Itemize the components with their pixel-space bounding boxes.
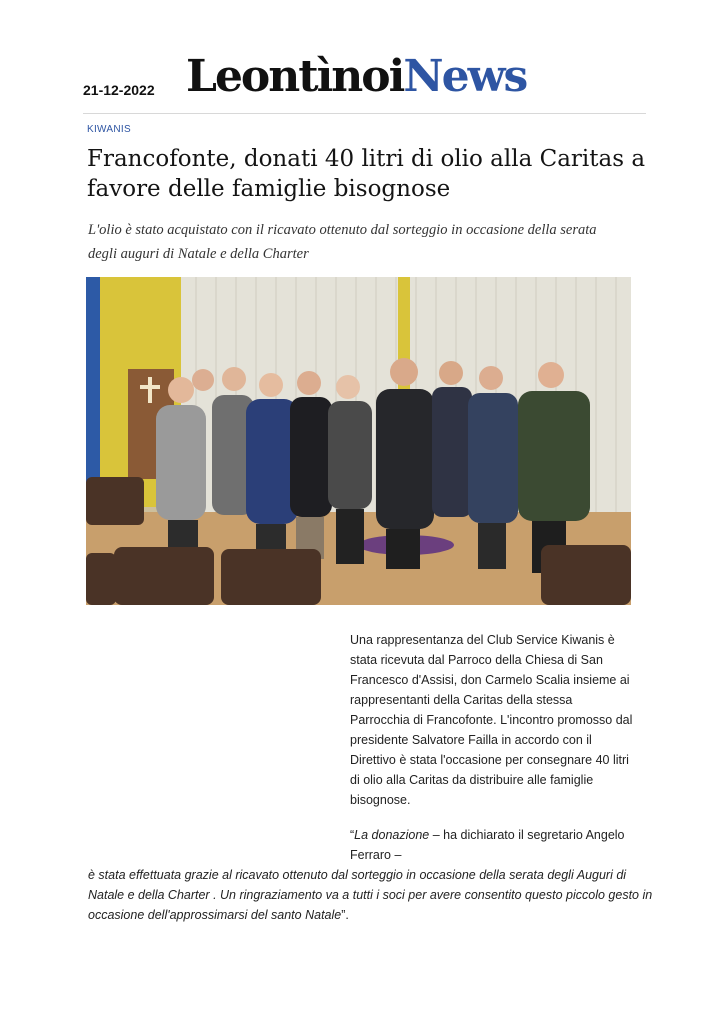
article-photo <box>86 277 631 605</box>
section-label[interactable]: KIWANIS <box>87 124 131 135</box>
quote-open-mark: “ <box>350 828 355 842</box>
publication-date: 21-12-2022 <box>83 82 155 98</box>
article-subtitle: L'olio è stato acquistato con il ricavato ottenuto dal sorteggio in occasione della serata degli auguri di Natale e della Charter <box>88 222 597 262</box>
article-quote <box>88 825 653 925</box>
quote-close-mark: ”. <box>341 908 349 922</box>
site-logo[interactable] <box>186 51 527 102</box>
article-body: Una rappresentanza del Club Service Kiwanis è stata ricevuta dal Parroco della Chiesa di San Francesco d'Assisi, don Carmelo Scalia insieme ai rappresentanti della Caritas della stessa Parrocchia di Francofonte. L'incontro promosso dal presidente Salvatore Failla in accordo con il Direttivo è stata l'occasione per consegnare 40 litri di olio alla Caritas da distribuire alle famiglie bisognose. <box>350 633 633 807</box>
quote-lead-italic: La donazione <box>354 828 430 842</box>
group-photo-illustration <box>86 277 631 605</box>
quote-attribution: – ha dichiarato il segretario Angelo Ferraro – <box>350 828 625 862</box>
quote-body: è stata effettuata grazie al ricavato ottenuto dal sorteggio in occasione della serata degli Auguri di Natale e della Charter . Un ringraziamento va a tutti i soci per avere consentito questo piccolo gesto in occasione dell'approssimarsi del santo Natale <box>88 868 653 922</box>
article-title: Francofonte, donati 40 litri di olio alla Caritas a favore delle famiglie bisognose <box>87 146 646 202</box>
logo-text-news: News <box>403 51 527 102</box>
logo-text-leontinoi: Leontìnoi <box>186 51 404 102</box>
header-divider <box>83 113 646 114</box>
